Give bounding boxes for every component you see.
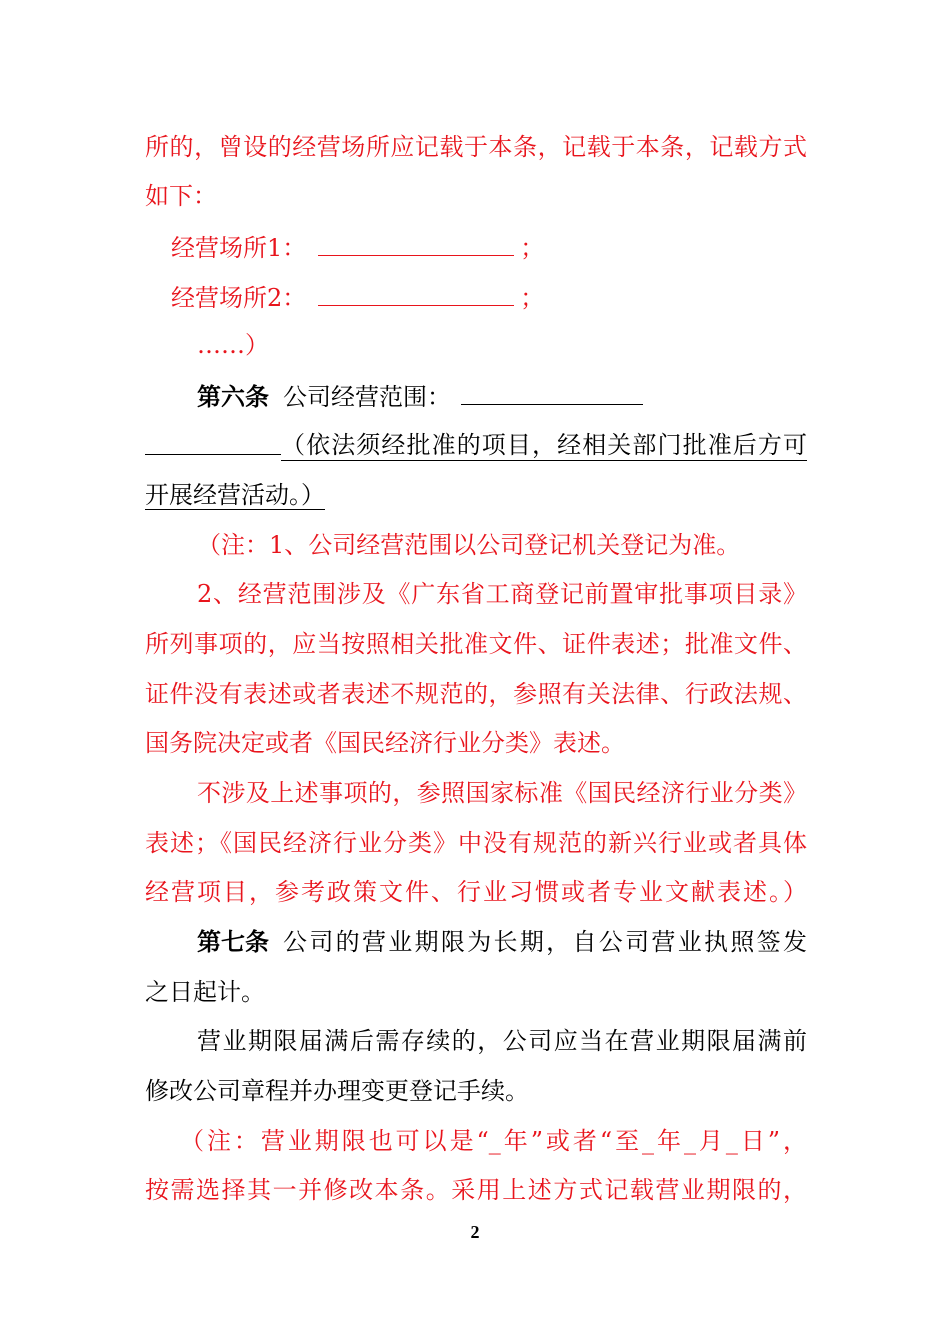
article-7: 修改公司章程并办理变更登记手续。	[145, 1077, 529, 1105]
page-number: 2	[470, 1222, 480, 1242]
article-text: 开展经营活动。）	[145, 481, 325, 509]
business-location-2	[171, 281, 811, 313]
semicolon: ；	[520, 234, 545, 262]
text-line: 所的，曾设的经营场所应记载于本条，记载于本条，记载方式	[145, 133, 807, 161]
note-3: 经营项目，参考政策文件、行业习惯或者专业文献表述。）	[145, 878, 807, 906]
note-2: 国务院决定或者《国民经济行业分类》表述。	[145, 729, 625, 757]
semicolon: ；	[520, 284, 545, 312]
article-heading: 第六条	[197, 382, 269, 411]
note-2: 2、经营范围涉及《广东省工商登记前置审批事项目录》	[197, 580, 807, 608]
text-line: 如下：	[145, 182, 217, 210]
article-text: （依法须经批准的项目，经相关部门批准后方可	[281, 431, 807, 459]
note-2: 证件没有表述或者表述不规范的，参照有关法律、行政法规、	[145, 680, 807, 708]
article-heading: 第七条	[197, 927, 269, 956]
article-7: 之日起计。	[145, 978, 265, 1006]
article-6-continued	[145, 430, 807, 461]
note-3: 不涉及上述事项的，参照国家标准《国民经济行业分类》	[197, 779, 807, 807]
ellipsis-line: ……）	[197, 331, 269, 359]
note-3: 表述；《国民经济行业分类》中没有规范的新兴行业或者具体	[145, 829, 807, 857]
business-location-1	[171, 231, 811, 263]
blank-field	[145, 430, 281, 455]
note-2: 所列事项的，应当按照相关批准文件、证件表述；批准文件、	[145, 630, 807, 658]
blank-field	[318, 281, 514, 306]
label: 经营场所2：	[171, 284, 307, 312]
note-1: （注：1、公司经营范围以公司登记机关登记为准。	[197, 531, 741, 559]
blank-field	[461, 380, 643, 405]
article-6-end	[145, 480, 807, 510]
label: 经营场所1：	[171, 234, 307, 262]
article-text: 公司的营业期限为长期，自公司营业执照签发	[283, 928, 807, 956]
article-6	[197, 380, 859, 412]
article-text: 公司经营范围：	[283, 383, 451, 411]
note-4: 按需选择其一并修改本条。采用上述方式记载营业期限的，	[145, 1176, 807, 1204]
note-4: （注：营业期限也可以是“_年”或者“至_年_月_日”，	[180, 1127, 807, 1155]
blank-field	[318, 231, 514, 256]
article-7: 营业期限届满后需存续的，公司应当在营业期限届满前	[197, 1027, 807, 1055]
article-7	[197, 927, 807, 957]
